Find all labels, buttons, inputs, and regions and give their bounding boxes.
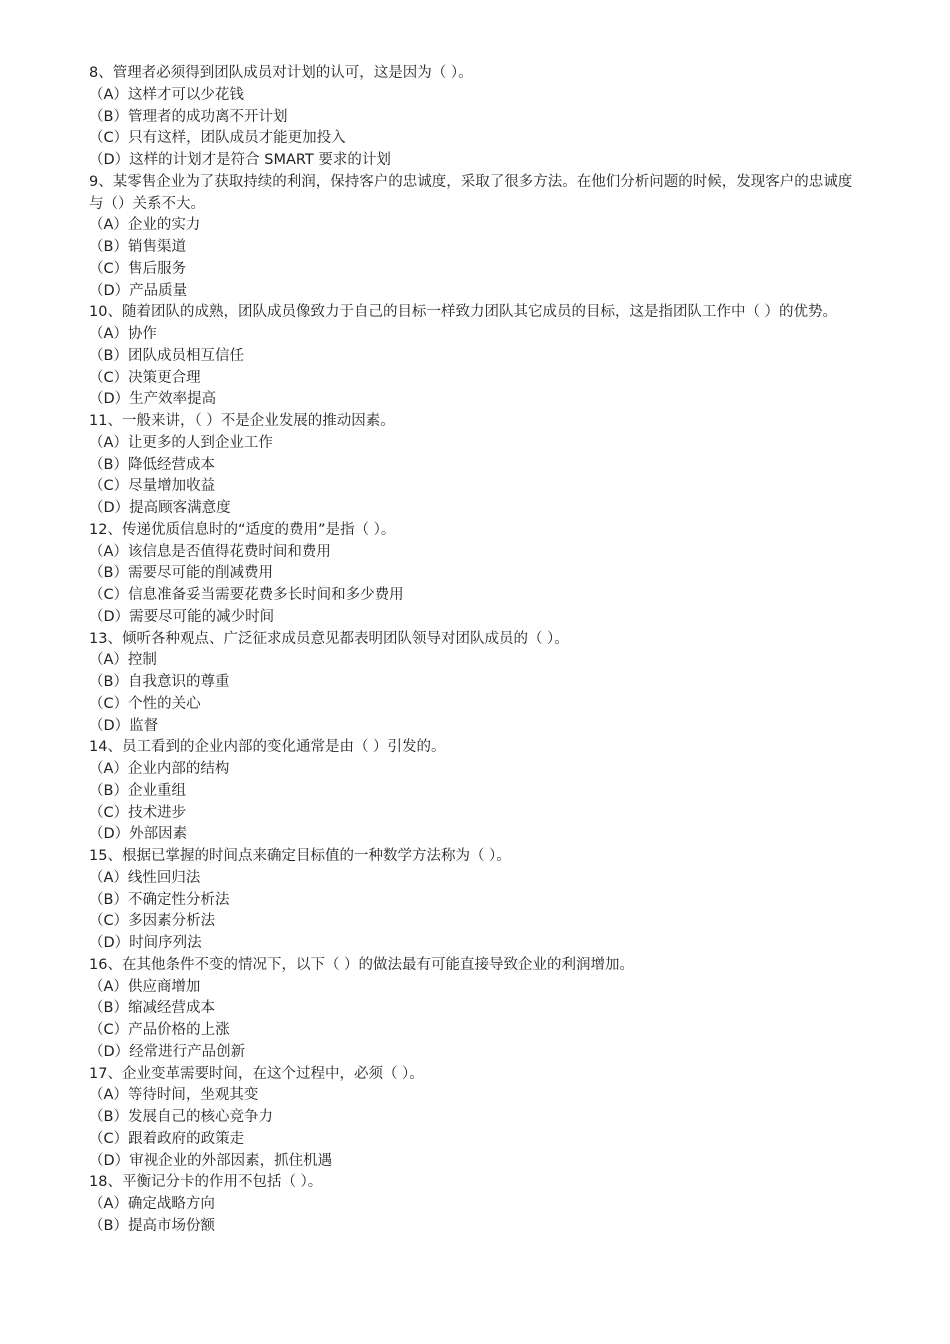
option-d: （D）需要尽可能的减少时间 <box>89 608 275 625</box>
option-c: （C）只有这样，团队成员才能更加投入 <box>89 130 346 147</box>
option-a: （A）控制 <box>89 652 157 669</box>
option-b: （B）提高市场份额 <box>89 1217 215 1234</box>
question-17 <box>89 1064 859 1173</box>
document-page <box>89 63 859 1238</box>
option-b: （B）需要尽可能的削减费用 <box>89 565 273 582</box>
option-list <box>89 650 859 737</box>
option-a: （A）协作 <box>89 326 157 342</box>
option-c: （C）个性的关心 <box>89 695 201 712</box>
question-stem: 17、企业变革需要时间，在这个过程中，必须（ ）。 <box>89 1065 424 1082</box>
option-d: （D）外部因素 <box>89 826 188 843</box>
option-list <box>89 759 859 846</box>
option-b: （B）不确定性分析法 <box>89 891 230 908</box>
option-a: （A）企业的实力 <box>89 217 201 234</box>
question-stem: 15、根据已掌握的时间点来确定目标值的一种数学方法称为（ ）。 <box>89 848 511 864</box>
option-list <box>89 542 859 629</box>
option-c: （C）产品价格的上涨 <box>89 1022 230 1038</box>
option-a: （A）供应商增加 <box>89 978 201 995</box>
option-b: （B）发展自己的核心竞争力 <box>89 1109 273 1125</box>
question-stem: 12、传递优质信息时的“适度的费用”是指（ ）。 <box>89 521 396 538</box>
option-a: （A）该信息是否值得花费时间和费用 <box>89 543 331 560</box>
question-stem: 9、某零售企业为了获取持续的利润，保持客户的忠诚度，采取了很多方法。在他们分析问题的时候，发现客户的忠诚度与（）关系不大。 <box>89 173 853 212</box>
question-18 <box>89 1172 859 1237</box>
option-a: （A）让更多的人到企业工作 <box>89 434 273 451</box>
option-b: （B）管理者的成功离不开计划 <box>89 108 288 125</box>
option-a: （A）线性回归法 <box>89 869 201 886</box>
option-c: （C）多因素分析法 <box>89 913 216 930</box>
option-b: （B）销售渠道 <box>89 239 186 255</box>
option-d: （D）时间序列法 <box>89 935 202 951</box>
question-stem: 11、一般来讲，（ ）不是企业发展的推动因素。 <box>89 413 395 429</box>
option-list <box>89 977 859 1064</box>
question-stem: 8、管理者必须得到团队成员对计划的认可，这是因为（ ）。 <box>89 65 473 81</box>
option-c: （C）决策更合理 <box>89 369 201 386</box>
option-d: （D）产品质量 <box>89 282 188 299</box>
option-list <box>89 324 859 411</box>
option-d: （D）经常进行产品创新 <box>89 1043 246 1060</box>
question-11 <box>89 411 859 520</box>
option-d: （D）提高顾客满意度 <box>89 500 231 516</box>
option-d: （D）这样的计划才是符合 SMART 要求的计划 <box>89 152 391 168</box>
question-13 <box>89 629 859 738</box>
option-b: （B）缩减经营成本 <box>89 1000 215 1017</box>
option-b: （B）自我意识的尊重 <box>89 674 230 690</box>
question-10 <box>89 302 859 411</box>
question-14 <box>89 737 859 846</box>
option-c: （C）信息准备妥当需要花费多长时间和多少费用 <box>89 587 404 603</box>
option-b: （B）降低经营成本 <box>89 456 215 473</box>
option-list <box>89 85 859 172</box>
option-c: （C）尽量增加收益 <box>89 478 216 495</box>
option-list <box>89 215 859 302</box>
option-list <box>89 1194 859 1238</box>
question-stem: 10、随着团队的成熟，团队成员像致力于自己的目标一样致力团队其它成员的目标，这是指团队工作中（ ）的优势。 <box>89 304 838 321</box>
option-a: （A）确定战略方向 <box>89 1196 215 1212</box>
option-d: （D）审视企业的外部因素，抓住机遇 <box>89 1152 333 1169</box>
option-b: （B）团队成员相互信任 <box>89 347 244 364</box>
option-c: （C）跟着政府的政策走 <box>89 1130 245 1147</box>
question-8 <box>89 63 859 172</box>
option-a: （A）这样才可以少花钱 <box>89 86 244 103</box>
option-d: （D）监督 <box>89 717 159 734</box>
question-16 <box>89 955 859 1064</box>
question-15 <box>89 846 859 955</box>
option-c: （C）技术进步 <box>89 804 187 821</box>
option-c: （C）售后服务 <box>89 260 187 277</box>
option-a: （A）等待时间，坐观其变 <box>89 1087 259 1104</box>
option-list <box>89 868 859 955</box>
option-a: （A）企业内部的结构 <box>89 761 230 777</box>
question-9 <box>89 172 859 303</box>
question-stem: 18、平衡记分卡的作用不包括（ ）。 <box>89 1174 323 1191</box>
question-stem: 16、在其他条件不变的情况下，以下（ ）的做法最有可能直接导致企业的利润增加。 <box>89 956 635 973</box>
option-b: （B）企业重组 <box>89 782 186 799</box>
option-d: （D）生产效率提高 <box>89 391 217 408</box>
question-stem: 13、倾听各种观点、广泛征求成员意见都表明团队领导对团队成员的（ ）。 <box>89 630 569 647</box>
question-stem: 14、员工看到的企业内部的变化通常是由（ ）引发的。 <box>89 739 446 756</box>
option-list <box>89 433 859 520</box>
option-list <box>89 1085 859 1172</box>
question-12 <box>89 520 859 629</box>
